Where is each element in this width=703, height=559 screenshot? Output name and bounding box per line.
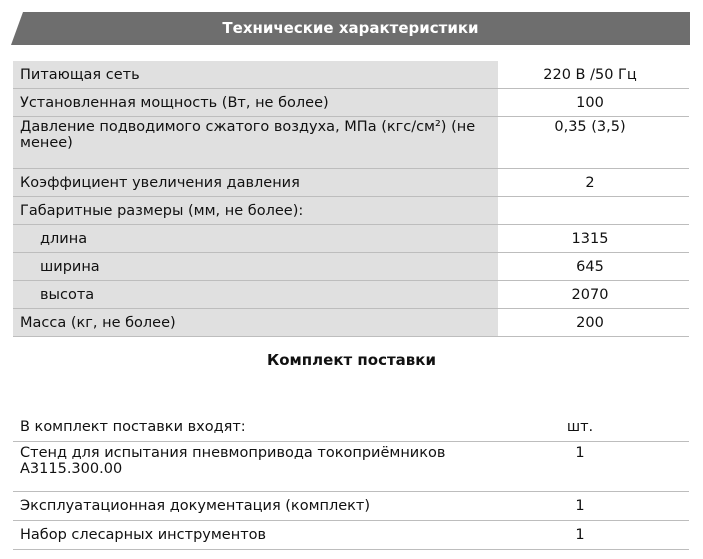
kit-item-qty: 1 [478, 442, 689, 492]
spec-label: Установленная мощность (Вт, не более) [13, 89, 498, 117]
spec-value: 2070 [498, 281, 689, 309]
table-row [13, 61, 689, 89]
table-row [13, 281, 689, 309]
kit-table [13, 413, 689, 550]
table-row [13, 169, 689, 197]
spec-value: 1315 [498, 225, 689, 253]
table-row [13, 442, 689, 492]
section-title-specs: Технические характеристики [222, 19, 479, 37]
table-row [13, 89, 689, 117]
table-row [13, 309, 689, 337]
spec-value: 0,35 (3,5) [498, 117, 689, 169]
kit-item-label: Стенд для испытания пневмопривода токоприёмников А3115.300.00 [13, 442, 478, 492]
spec-label: Масса (кг, не более) [13, 309, 498, 337]
kit-item-label: Набор слесарных инструментов [13, 521, 478, 550]
spec-label: Коэффициент увеличения давления [13, 169, 498, 197]
kit-header-label: В комплект поставки входят: [13, 413, 478, 442]
kit-item-label: Эксплуатационная документация (комплект) [13, 492, 478, 521]
section-header-banner [11, 12, 690, 45]
spec-value [498, 197, 689, 225]
spec-label: Давление подводимого сжатого воздуха, МПа (кгс/см²) (не менее) [13, 117, 498, 169]
table-row [13, 521, 689, 550]
spec-label: длина [13, 225, 498, 253]
spec-value: 2 [498, 169, 689, 197]
table-row [13, 225, 689, 253]
table-row [13, 117, 689, 169]
spec-label: Габаритные размеры (мм, не более): [13, 197, 498, 225]
table-header-row [13, 413, 689, 442]
spec-value: 645 [498, 253, 689, 281]
spec-label: высота [13, 281, 498, 309]
spec-label: ширина [13, 253, 498, 281]
kit-header-unit: шт. [478, 413, 689, 442]
kit-item-qty: 1 [478, 521, 689, 550]
kit-item-qty: 1 [478, 492, 689, 521]
spec-value: 200 [498, 309, 689, 337]
specs-table [13, 61, 689, 337]
table-row [13, 253, 689, 281]
spec-label: Питающая сеть [13, 61, 498, 89]
table-row [13, 197, 689, 225]
spec-value: 220 В /50 Гц [498, 61, 689, 89]
section-title-kit: Комплект поставки [266, 351, 436, 369]
spec-value: 100 [498, 89, 689, 117]
table-row [13, 492, 689, 521]
